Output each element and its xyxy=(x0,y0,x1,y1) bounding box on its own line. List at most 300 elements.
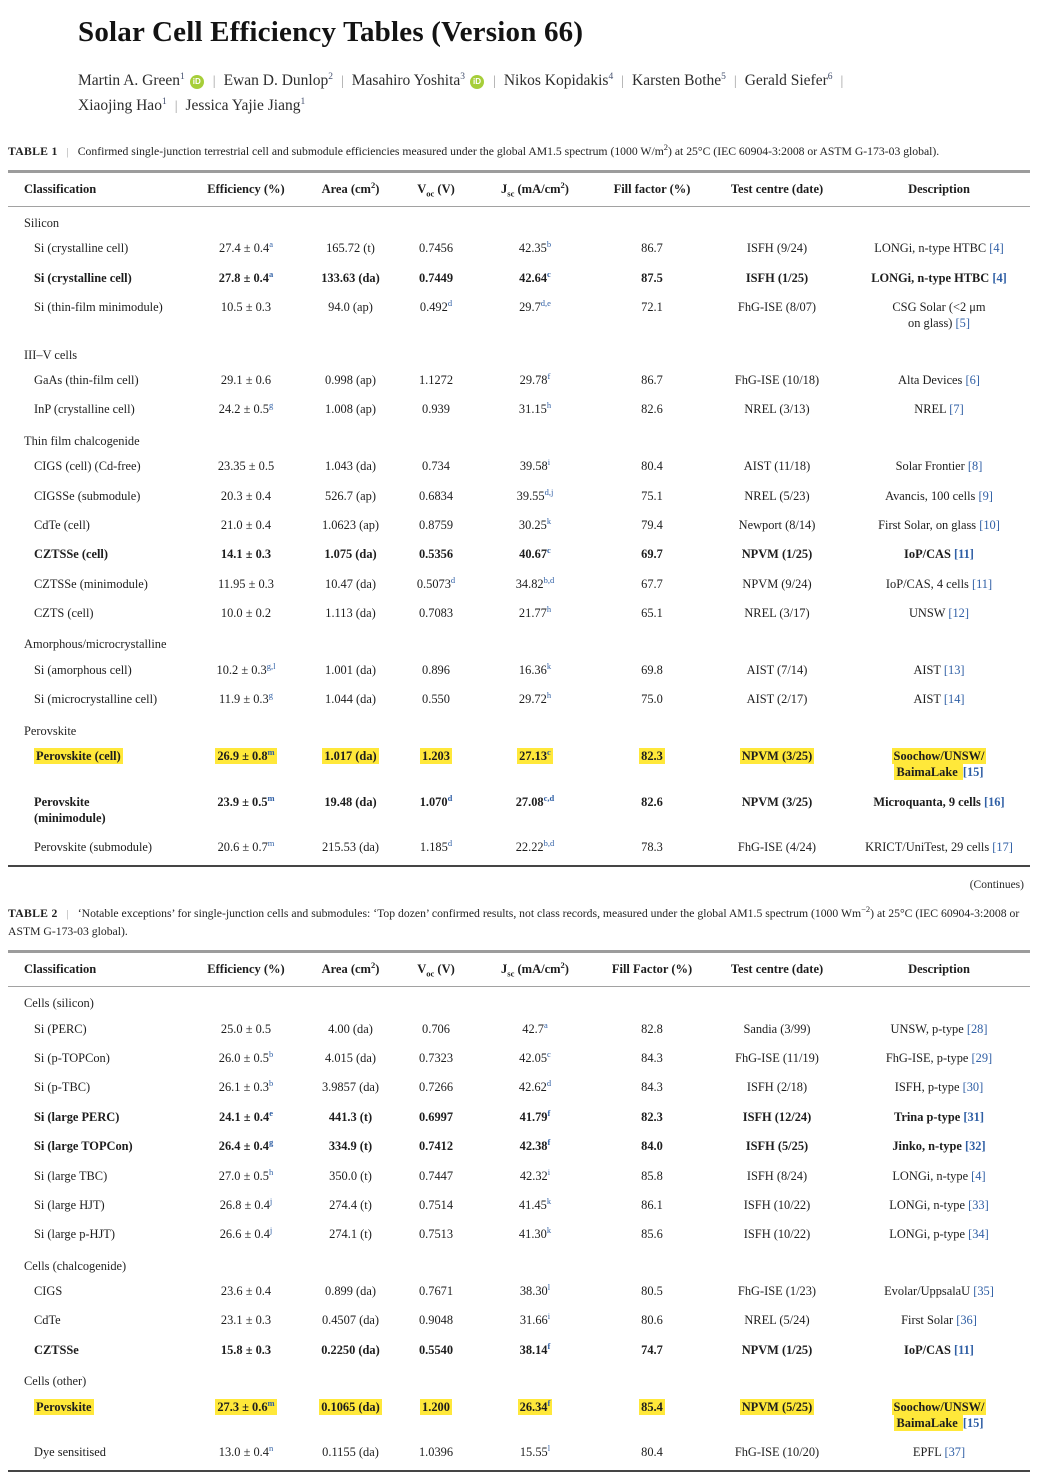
cell-fill-factor: 86.7 xyxy=(641,373,663,388)
cell-fill-factor: 79.4 xyxy=(641,517,663,532)
section-row xyxy=(8,1365,1030,1392)
cell-efficiency: $23.9 \pm 0.5^m$ xyxy=(217,792,275,809)
cell-voc: 0.7449 xyxy=(418,270,454,285)
section-label: Silicon xyxy=(24,215,60,230)
cell-test-centre: FhG-ISE (10/20) xyxy=(706,1438,848,1470)
orcid-icon[interactable]: iD xyxy=(190,75,204,89)
cell-efficiency: 21.0 ± 0.4 xyxy=(220,517,272,532)
cell-description: Soochow/UNSW/ BaimaLake [15] xyxy=(893,748,985,780)
cell-area: 274.1 (t) xyxy=(329,1227,372,1242)
author-separator: | xyxy=(621,74,625,89)
cell-area: 1.008 (ap) xyxy=(325,402,376,417)
cell-classification: CIGSSe (submodule) xyxy=(34,488,141,503)
cell-classification: Si (crystalline cell) xyxy=(34,241,129,256)
cell-voc: 0.706 xyxy=(422,1021,450,1036)
table1-caption-text: Confirmed single-junction terrestrial cell and submodule efficiencies measured under the global AM1.5 spectrum (1000 $W/m^2$) at 25°C (IEC 60904-3:2008 or ASTM G-173-03 global). xyxy=(77,141,940,158)
reference-link[interactable]: [37] xyxy=(944,1445,966,1460)
table-row xyxy=(8,234,1030,263)
table-row xyxy=(8,1393,1030,1439)
table1-efficiency-records xyxy=(8,170,1030,867)
cell-description: Alta Devices [6] xyxy=(898,373,980,388)
cell-area: 0.1065 (da) xyxy=(321,1399,380,1414)
table-row xyxy=(8,395,1030,424)
cell-test-centre: AIST (2/17) xyxy=(746,692,808,707)
cell-voc: 0.939 xyxy=(422,402,450,417)
cell-test-centre: FhG-ISE (8/07) xyxy=(737,299,817,314)
table2-caption xyxy=(8,905,1028,941)
cell-classification: Si (large PERC) xyxy=(34,1109,120,1124)
cell-jsc: 42.7$^a$ xyxy=(522,1019,548,1036)
cell-classification: CZTSSe (minimodule) xyxy=(34,576,148,591)
cell-jsc: 42.05$^c$ xyxy=(519,1048,551,1065)
author-name: Gerald Siefer$^6$ xyxy=(744,71,833,89)
cell-classification: Si (large p-HJT) xyxy=(34,1227,115,1242)
reference-link[interactable]: [36] xyxy=(956,1313,977,1328)
table-row xyxy=(8,1438,1030,1470)
orcid-icon[interactable]: iD xyxy=(470,75,484,89)
cell-area: 1.017 (da) xyxy=(324,748,377,763)
cell-voc: 0.7266 xyxy=(418,1080,454,1095)
cell-voc: 0.5073$^d$ xyxy=(416,574,456,591)
cell-fill-factor: 85.4 xyxy=(641,1399,663,1414)
table-row xyxy=(8,293,1030,339)
cell-voc: 0.7447 xyxy=(418,1168,454,1183)
cell-voc: 0.6834 xyxy=(418,488,454,503)
cell-fill-factor: 75.0 xyxy=(641,692,663,707)
cell-classification: Si (microcrystalline cell) xyxy=(34,692,158,707)
reference-link[interactable]: [10] xyxy=(979,517,1000,532)
table-row xyxy=(8,1277,1030,1306)
reference-link[interactable]: [9] xyxy=(978,488,993,503)
cell-efficiency: $26.9 \pm 0.8^m$ xyxy=(217,746,275,763)
reference-link[interactable]: [8] xyxy=(967,459,983,474)
section-label: Thin film chalcogenide xyxy=(24,433,140,448)
cell-area: 94.0 (ap) xyxy=(328,299,373,314)
section-label: Perovskite xyxy=(24,723,77,738)
cell-classification: Si (large TOPCon) xyxy=(34,1139,133,1154)
cell-classification: CZTS (cell) xyxy=(34,606,94,621)
cell-efficiency: 26.4 ± 0.4$^g$ xyxy=(218,1137,274,1154)
cell-description: ISFH, p-type [30] xyxy=(894,1080,984,1095)
cell-efficiency: 26.1 ± 0.3$^b$ xyxy=(218,1078,274,1095)
cell-description: LONGi, n-type HTBC [4] xyxy=(874,241,1004,256)
cell-area: 1.001 (da) xyxy=(325,662,376,677)
cell-jsc: 30.25$^k$ xyxy=(518,515,552,532)
cell-area: 1.043 (da) xyxy=(325,459,376,474)
cell-description: UNSW, p-type [28] xyxy=(890,1021,988,1036)
table-row xyxy=(8,570,1030,599)
cell-efficiency: 11.9 ± 0.3$^g$ xyxy=(219,690,273,707)
cell-jsc: 29.78$^f$ xyxy=(519,370,551,388)
reference-link[interactable]: [6] xyxy=(965,373,980,388)
column-header: Test centre (date) xyxy=(706,171,848,206)
cell-test-centre: NREL (5/24) xyxy=(744,1313,810,1328)
cell-description: Soochow/UNSW/ BaimaLake [15] xyxy=(893,1399,985,1430)
column-header: $J_{sc}$ $(mA/cm^2)$ xyxy=(472,952,598,987)
cell-jsc: 41.30$^k$ xyxy=(518,1225,552,1242)
table-row xyxy=(8,1015,1030,1044)
cell-test-centre: Sandia (3/99) xyxy=(743,1021,811,1036)
cell-description: First Solar [36] xyxy=(901,1313,977,1328)
author-name: Nikos Kopidakis$^4$ xyxy=(503,71,614,89)
column-header: Efficiency (%) xyxy=(191,171,301,206)
cell-classification: Si (p-TOPCon) xyxy=(34,1051,110,1065)
table-row xyxy=(8,264,1030,293)
column-header: Description xyxy=(848,952,1030,987)
cell-fill-factor: 85.6 xyxy=(641,1227,663,1242)
cell-fill-factor: 86.1 xyxy=(641,1197,663,1212)
caption-separator: | xyxy=(66,146,69,158)
cell-fill-factor: 86.7 xyxy=(641,241,663,256)
cell-area: 526.7 (ap) xyxy=(325,488,376,503)
cell-description: Solar Frontier [8] xyxy=(895,459,983,474)
cell-jsc: 41.79$^f$ xyxy=(519,1107,551,1124)
cell-fill-factor: 82.3 xyxy=(641,748,663,763)
section-label: Cells (silicon) xyxy=(24,996,94,1011)
cell-test-centre: ISFH (10/22) xyxy=(743,1227,811,1242)
continues-note: (Continues) xyxy=(969,878,1024,891)
cell-area: 0.2250 (da) xyxy=(321,1342,380,1357)
table1-label: TABLE 1 xyxy=(8,144,58,158)
section-label: III–V cells xyxy=(24,347,78,362)
table-row xyxy=(8,599,1030,628)
cell-area: 133.63 (da) xyxy=(321,270,380,285)
cell-description: First Solar, on glass [10] xyxy=(878,517,1000,532)
section-row xyxy=(8,1250,1030,1277)
cell-efficiency: $20.6 \pm 0.7^m$ xyxy=(191,833,301,865)
cell-fill-factor: 80.4 xyxy=(598,1438,706,1470)
cell-test-centre: ISFH (2/18) xyxy=(746,1080,808,1095)
table-row xyxy=(8,685,1030,714)
cell-area: 0.899 (da) xyxy=(325,1284,376,1298)
table2-body xyxy=(8,987,1030,1471)
table-row xyxy=(8,1306,1030,1335)
cell-test-centre: Newport (8/14) xyxy=(738,517,816,532)
section-row xyxy=(8,339,1030,366)
cell-voc: 0.7671 xyxy=(418,1284,454,1298)
cell-efficiency: 29.1 ± 0.6 xyxy=(220,373,272,388)
column-header: Fill Factor (%) xyxy=(598,952,706,987)
cell-area: 10.47 (da) xyxy=(325,576,376,591)
cell-efficiency: 25.0 ± 0.5 xyxy=(220,1021,272,1036)
cell-voc: 0.7513 xyxy=(418,1227,454,1242)
reference-link[interactable]: [14] xyxy=(943,692,965,707)
cell-area: 4.00 (da) xyxy=(328,1021,373,1036)
cell-test-centre: NREL (3/17) xyxy=(744,606,810,621)
cell-description: Evolar/UppsalaU [35] xyxy=(884,1284,994,1298)
reference-link[interactable]: [11] xyxy=(953,547,974,562)
cell-jsc: 39.58$^i$ xyxy=(519,457,551,474)
cell-jsc: 29.7$^{d,e}$ xyxy=(519,297,551,314)
cell-voc: 0.7456 xyxy=(418,241,454,256)
cell-classification: Si (p-TBC) xyxy=(34,1080,91,1095)
cell-description: FhG-ISE, p-type [29] xyxy=(885,1051,993,1065)
reference-link[interactable]: [17] xyxy=(992,840,1013,855)
cell-fill-factor: 82.6 xyxy=(641,794,663,809)
cell-jsc: 31.66$^i$ xyxy=(519,1311,551,1328)
cell-jsc: 21.77$^h$ xyxy=(518,603,552,621)
cell-classification: CZTSSe (cell) xyxy=(34,547,108,562)
column-header: Fill factor (%) xyxy=(598,171,706,206)
cell-efficiency: $26.8 \pm 0.4^j$ xyxy=(219,1195,273,1212)
cell-efficiency: $10.2 \pm 0.3^{g,l}$ xyxy=(216,660,276,677)
table1-caption xyxy=(8,143,1028,161)
author-name: Karsten Bothe$^5$ xyxy=(632,71,726,89)
cell-area: 274.4 (t) xyxy=(329,1197,372,1212)
cell-area: 1.044 (da) xyxy=(325,692,376,707)
cell-test-centre: FhG-ISE (11/19) xyxy=(735,1051,819,1065)
table-row xyxy=(8,656,1030,685)
cell-efficiency: $13.0 \pm 0.4^n$ xyxy=(191,1438,301,1470)
cell-jsc: 27.08$^{c,d}$ xyxy=(515,792,555,809)
cell-description: Microquanta, 9 cells [16] xyxy=(873,794,1005,809)
table1-header xyxy=(8,171,1030,206)
table-row xyxy=(8,1162,1030,1191)
section-label: Amorphous/microcrystalline xyxy=(24,637,167,652)
cell-jsc: 26.34$^f$ xyxy=(519,1397,551,1414)
section-label: Cells (chalcogenide) xyxy=(24,1258,127,1273)
column-header: Description xyxy=(848,171,1030,206)
cell-description: LONGi, n-type [33] xyxy=(889,1197,989,1212)
cell-voc: 1.185$^d$ xyxy=(400,833,472,865)
cell-fill-factor: 65.1 xyxy=(641,606,663,621)
reference-link[interactable]: [5] xyxy=(955,316,970,331)
cell-jsc: 42.38$^f$ xyxy=(519,1137,551,1154)
author-separator: | xyxy=(174,98,178,114)
reference-link[interactable]: [4] xyxy=(989,241,1004,256)
cell-efficiency: 26.0 ± 0.5$^b$ xyxy=(218,1048,274,1065)
cell-efficiency: $26.6 \pm 0.4^j$ xyxy=(219,1225,273,1242)
reference-link[interactable]: [16] xyxy=(983,794,1005,809)
table2-label: TABLE 2 xyxy=(8,906,58,920)
cell-test-centre: ISFH (1/25) xyxy=(745,270,809,285)
column-header: $V_{oc}$ (V) xyxy=(400,171,472,206)
table-row xyxy=(8,540,1030,569)
table-row xyxy=(8,452,1030,481)
cell-efficiency: 27.0 ± 0.5$^h$ xyxy=(218,1166,274,1183)
cell-description: Avancis, 100 cells [9] xyxy=(885,488,993,503)
cell-description: Trina p-type [31] xyxy=(894,1109,984,1124)
author-separator: | xyxy=(733,74,737,89)
cell-voc: 1.070$^d$ xyxy=(419,792,453,809)
cell-description: Jinko, n-type [32] xyxy=(892,1139,986,1154)
cell-fill-factor: 74.7 xyxy=(641,1342,663,1357)
cell-fill-factor: 82.6 xyxy=(641,402,663,417)
cell-voc: 0.6997 xyxy=(418,1109,454,1124)
cell-fill-factor: 84.3 xyxy=(641,1051,663,1065)
reference-link[interactable]: [11] xyxy=(971,576,993,591)
cell-efficiency: 23.6 ± 0.4 xyxy=(220,1284,272,1298)
cell-test-centre: FhG-ISE (4/24) xyxy=(706,833,848,865)
column-header: Efficiency (%) xyxy=(191,952,301,987)
reference-link[interactable]: [33] xyxy=(968,1197,989,1212)
cell-jsc: 34.82$^{b,d}$ xyxy=(515,574,555,591)
cell-classification: Perovskite xyxy=(36,1399,92,1414)
cell-efficiency: 10.0 ± 0.2 xyxy=(220,606,272,621)
cell-description: KRICT/UniTest, 29 cells [17] xyxy=(848,833,1030,865)
cell-jsc: 16.36$^k$ xyxy=(518,660,552,677)
reference-link[interactable]: [28] xyxy=(966,1021,988,1036)
cell-area: 3.9857 (da) xyxy=(321,1080,380,1095)
column-header: $J_{sc}$ $(mA/cm^2)$ xyxy=(472,171,598,206)
reference-link[interactable]: [35] xyxy=(973,1284,994,1298)
cell-voc: 0.8759 xyxy=(418,517,454,532)
cell-test-centre: AIST (7/14) xyxy=(746,662,808,677)
cell-description: LONGi, n-type [4] xyxy=(892,1168,986,1183)
reference-link[interactable]: [12] xyxy=(948,606,969,621)
reference-link[interactable]: [31] xyxy=(963,1109,984,1124)
cell-fill-factor: 87.5 xyxy=(641,270,663,285)
cell-test-centre: FhG-ISE (10/18) xyxy=(734,373,820,388)
cell-fill-factor: 84.0 xyxy=(641,1139,663,1154)
cell-jsc: 42.35$^b$ xyxy=(518,239,552,256)
cell-jsc: 38.30$^l$ xyxy=(519,1281,551,1298)
cell-fill-factor: 82.8 xyxy=(641,1021,663,1036)
cell-description: IoP/CAS [11] xyxy=(904,1342,974,1357)
cell-classification: Si (large TBC) xyxy=(34,1168,108,1183)
cell-area: 19.48 (da) xyxy=(324,794,377,809)
column-header: Classification xyxy=(8,952,191,987)
cell-description: LONGi, p-type [34] xyxy=(889,1227,989,1242)
cell-classification: GaAs (thin-film cell) xyxy=(34,373,139,388)
reference-link[interactable]: [15] xyxy=(962,1415,984,1430)
reference-link[interactable]: [13] xyxy=(943,662,965,677)
cell-description: CSG Solar (<2 μm on glass) [5] xyxy=(892,299,986,331)
author-list xyxy=(78,69,998,119)
cell-classification: Si (large HJT) xyxy=(34,1197,105,1212)
cell-jsc: 15.55$^l$ xyxy=(472,1438,598,1470)
cell-fill-factor: 80.4 xyxy=(641,459,663,474)
section-row xyxy=(8,628,1030,655)
cell-classification: CIGS (cell) (Cd-free) xyxy=(34,459,141,474)
column-header: Test centre (date) xyxy=(706,952,848,987)
cell-classification: InP (crystalline cell) xyxy=(34,402,135,417)
cell-efficiency: 10.5 ± 0.3 xyxy=(220,299,272,314)
cell-voc: 0.5540 xyxy=(418,1342,454,1357)
cell-efficiency: 27.4 ± 0.4$^a$ xyxy=(219,239,273,256)
cell-fill-factor: 78.3 xyxy=(598,833,706,865)
cell-test-centre: NPVM (5/25) xyxy=(741,1399,813,1414)
cell-voc: 1.0396 xyxy=(400,1438,472,1470)
cell-test-centre: NPVM (3/25) xyxy=(741,748,813,763)
cell-description: NREL [7] xyxy=(914,402,964,417)
cell-area: 215.53 (da) xyxy=(301,833,400,865)
reference-link[interactable]: [4] xyxy=(971,1168,986,1183)
cell-test-centre: NPVM (9/24) xyxy=(742,576,812,591)
cell-classification: CdTe xyxy=(34,1313,61,1328)
cell-jsc: 29.72$^h$ xyxy=(518,690,552,707)
cell-voc: 1.1272 xyxy=(418,373,454,388)
reference-link[interactable]: [4] xyxy=(992,270,1007,285)
cell-classification: Si (amorphous cell) xyxy=(34,662,132,677)
column-header: Area $(cm^2)$ xyxy=(301,952,400,987)
author-separator: | xyxy=(840,74,844,89)
cell-classification: Dye sensitised xyxy=(8,1438,191,1470)
cell-efficiency: $27.3 \pm 0.6^m$ xyxy=(217,1397,275,1414)
cell-fill-factor: 67.7 xyxy=(641,576,663,591)
cell-test-centre: ISFH (10/22) xyxy=(743,1197,811,1212)
cell-jsc: 41.45$^k$ xyxy=(518,1195,552,1212)
cell-efficiency: 24.2 ± 0.5$^g$ xyxy=(218,400,274,417)
cell-voc: 0.734 xyxy=(422,459,450,474)
cell-area: 0.998 (ap) xyxy=(325,373,376,388)
reference-link[interactable]: [7] xyxy=(949,402,964,417)
column-header: Classification xyxy=(8,171,191,206)
cell-test-centre: ISFH (12/24) xyxy=(742,1109,812,1124)
cell-fill-factor: 84.3 xyxy=(641,1080,663,1095)
cell-test-centre: FhG-ISE (1/23) xyxy=(737,1284,817,1298)
cell-jsc: 38.14$^f$ xyxy=(519,1340,551,1357)
cell-description: UNSW [12] xyxy=(908,606,969,621)
reference-link[interactable]: [29] xyxy=(971,1051,993,1065)
section-label: Cells (other) xyxy=(24,1374,87,1389)
cell-test-centre: NREL (3/13) xyxy=(744,402,810,417)
cell-description: LONGi, n-type HTBC [4] xyxy=(871,270,1007,285)
column-header: $V_{oc}$ (V) xyxy=(400,952,472,987)
cell-area: 334.9 (t) xyxy=(328,1139,373,1154)
reference-link[interactable]: [30] xyxy=(962,1080,984,1095)
cell-efficiency: 23.1 ± 0.3 xyxy=(220,1313,272,1328)
table-row xyxy=(8,1220,1030,1249)
cell-area: 165.72 (t) xyxy=(326,241,375,256)
cell-test-centre: NREL (5/23) xyxy=(744,488,810,503)
cell-classification: Perovskite (cell) xyxy=(36,748,121,763)
cell-efficiency: 14.1 ± 0.3 xyxy=(220,547,272,562)
cell-description: AIST [14] xyxy=(913,692,965,707)
section-row xyxy=(8,425,1030,452)
cell-efficiency: 20.3 ± 0.4 xyxy=(220,488,272,503)
cell-area: 4.015 (da) xyxy=(325,1051,376,1065)
cell-jsc: 40.67$^c$ xyxy=(519,545,551,562)
cell-efficiency: 15.8 ± 0.3 xyxy=(220,1342,272,1357)
cell-jsc: 42.62$^d$ xyxy=(518,1078,552,1095)
cell-description: EPFL [37] xyxy=(848,1438,1030,1470)
cell-voc: 1.200 xyxy=(422,1399,450,1414)
table2-caption-text: ‘Notable exceptions’ for single-junction cells and submodules: ‘Top dozen’ confirmed results, not class records, measured under the global AM1.5 spectrum (1000 $Wm^{-2}$) at 25°C (IEC 60904-3:2008 or ASTM G-173-03 global). xyxy=(8,903,1020,939)
reference-link[interactable]: [34] xyxy=(968,1227,989,1242)
reference-link[interactable]: [15] xyxy=(962,765,984,780)
cell-jsc: 31.15$^h$ xyxy=(518,400,552,417)
cell-voc: 1.203 xyxy=(422,748,450,763)
cell-classification: CZTSSe xyxy=(34,1342,79,1357)
cell-efficiency: 23.35 ± 0.5 xyxy=(217,459,275,474)
page-title: Solar Cell Efficiency Tables (Version 66) xyxy=(78,16,584,48)
section-row xyxy=(8,206,1030,234)
reference-link[interactable]: [11] xyxy=(953,1342,974,1357)
cell-description: IoP/CAS [11] xyxy=(904,547,974,562)
cell-test-centre: AIST (11/18) xyxy=(743,459,811,474)
cell-fill-factor: 69.8 xyxy=(641,662,663,677)
section-row xyxy=(8,987,1030,1015)
cell-jsc: 42.64$^c$ xyxy=(519,268,551,285)
cell-classification: Si (PERC) xyxy=(34,1021,87,1036)
table-row xyxy=(8,742,1030,788)
table2-notable-exceptions xyxy=(8,950,1030,1471)
cell-classification: Perovskite (submodule) xyxy=(8,833,191,865)
cell-classification: Perovskite (minimodule) xyxy=(34,794,106,826)
table1-body xyxy=(8,206,1030,866)
table-row xyxy=(8,511,1030,540)
cell-fill-factor: 85.8 xyxy=(641,1168,663,1183)
reference-link[interactable]: [32] xyxy=(964,1139,986,1154)
cell-voc: 0.9048 xyxy=(418,1313,454,1328)
cell-area: 0.1155 (da) xyxy=(301,1438,400,1470)
cell-test-centre: ISFH (5/25) xyxy=(745,1139,809,1154)
cell-area: 441.3 (t) xyxy=(328,1109,373,1124)
cell-voc: 0.492$^d$ xyxy=(419,297,453,314)
table-row xyxy=(8,1132,1030,1161)
cell-efficiency: 27.8 ± 0.4$^a$ xyxy=(218,268,274,285)
